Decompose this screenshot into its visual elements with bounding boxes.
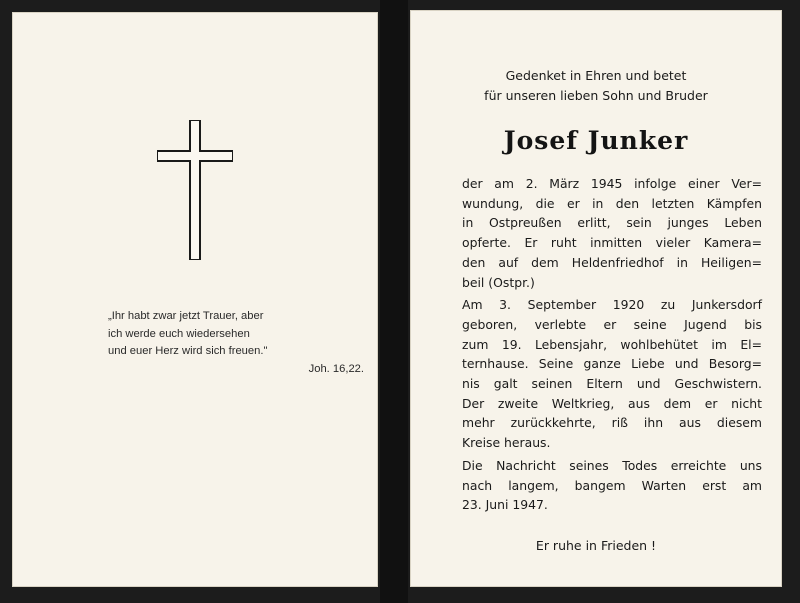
- quote-reference: Joh. 16,22.: [308, 362, 364, 375]
- text-line: Kreise heraus.: [462, 435, 551, 451]
- text-line: Der zweite Weltkrieg, aus dem er nicht: [462, 395, 762, 411]
- quote-line: und euer Herz wird sich freuen.": [108, 345, 268, 357]
- cross-icon: [157, 120, 233, 260]
- text-line: den auf dem Heldenfriedhof in Heiligen=: [462, 254, 762, 270]
- memorial-text: [462, 174, 762, 515]
- quote-line: „Ihr habt zwar jetzt Trauer, aber: [108, 310, 264, 322]
- memorial-paragraph: [462, 456, 762, 515]
- text-line: der am 2. März 1945 infolge einer Ver=: [462, 176, 762, 191]
- text-line: ternhause. Seine ganze Liebe und Besorg=: [462, 356, 762, 372]
- text-line: beil (Ostpr.): [462, 274, 535, 290]
- memorial-header: [410, 66, 782, 106]
- text-line: nis galt seinen Eltern und Geschwistern.: [462, 376, 762, 392]
- text-line: zum 19. Lebensjahr, wohlbehütet im El=: [462, 336, 762, 352]
- card-fold-spine: [380, 0, 408, 603]
- text-line: Die Nachricht seines Todes erreichte uns: [462, 457, 762, 473]
- closing-phrase: Er ruhe in Frieden !: [535, 538, 657, 553]
- text-line: wundung, die er in den letzten Kämpfen: [462, 195, 762, 211]
- text-line: nach langem, bangem Warten erst am: [462, 477, 762, 493]
- right-card-panel: [410, 10, 782, 587]
- text-line: Am 3. September 1920 zu Junkersdorf: [462, 297, 762, 313]
- memorial-paragraph: [462, 174, 762, 292]
- left-card-panel: [12, 12, 378, 587]
- deceased-name: Josef Junker: [503, 126, 689, 155]
- text-line: geboren, verlebte er seine Jugend bis: [462, 316, 762, 332]
- text-line: 23. Juni 1947.: [462, 497, 548, 513]
- bible-quote: [108, 308, 370, 378]
- memorial-paragraph: [462, 295, 762, 453]
- text-line: mehr zurückkehrte, riß ihn aus diesem: [462, 415, 762, 431]
- text-line: opferte. Er ruht inmitten vieler Kamera=: [462, 235, 762, 251]
- header-line: Gedenket in Ehren und betet: [505, 68, 687, 83]
- text-line: in Ostpreußen erlitt, sein junges Leben: [462, 215, 762, 231]
- header-line: für unseren lieben Sohn und Bruder: [484, 88, 708, 103]
- quote-line: ich werde euch wiedersehen: [108, 327, 250, 340]
